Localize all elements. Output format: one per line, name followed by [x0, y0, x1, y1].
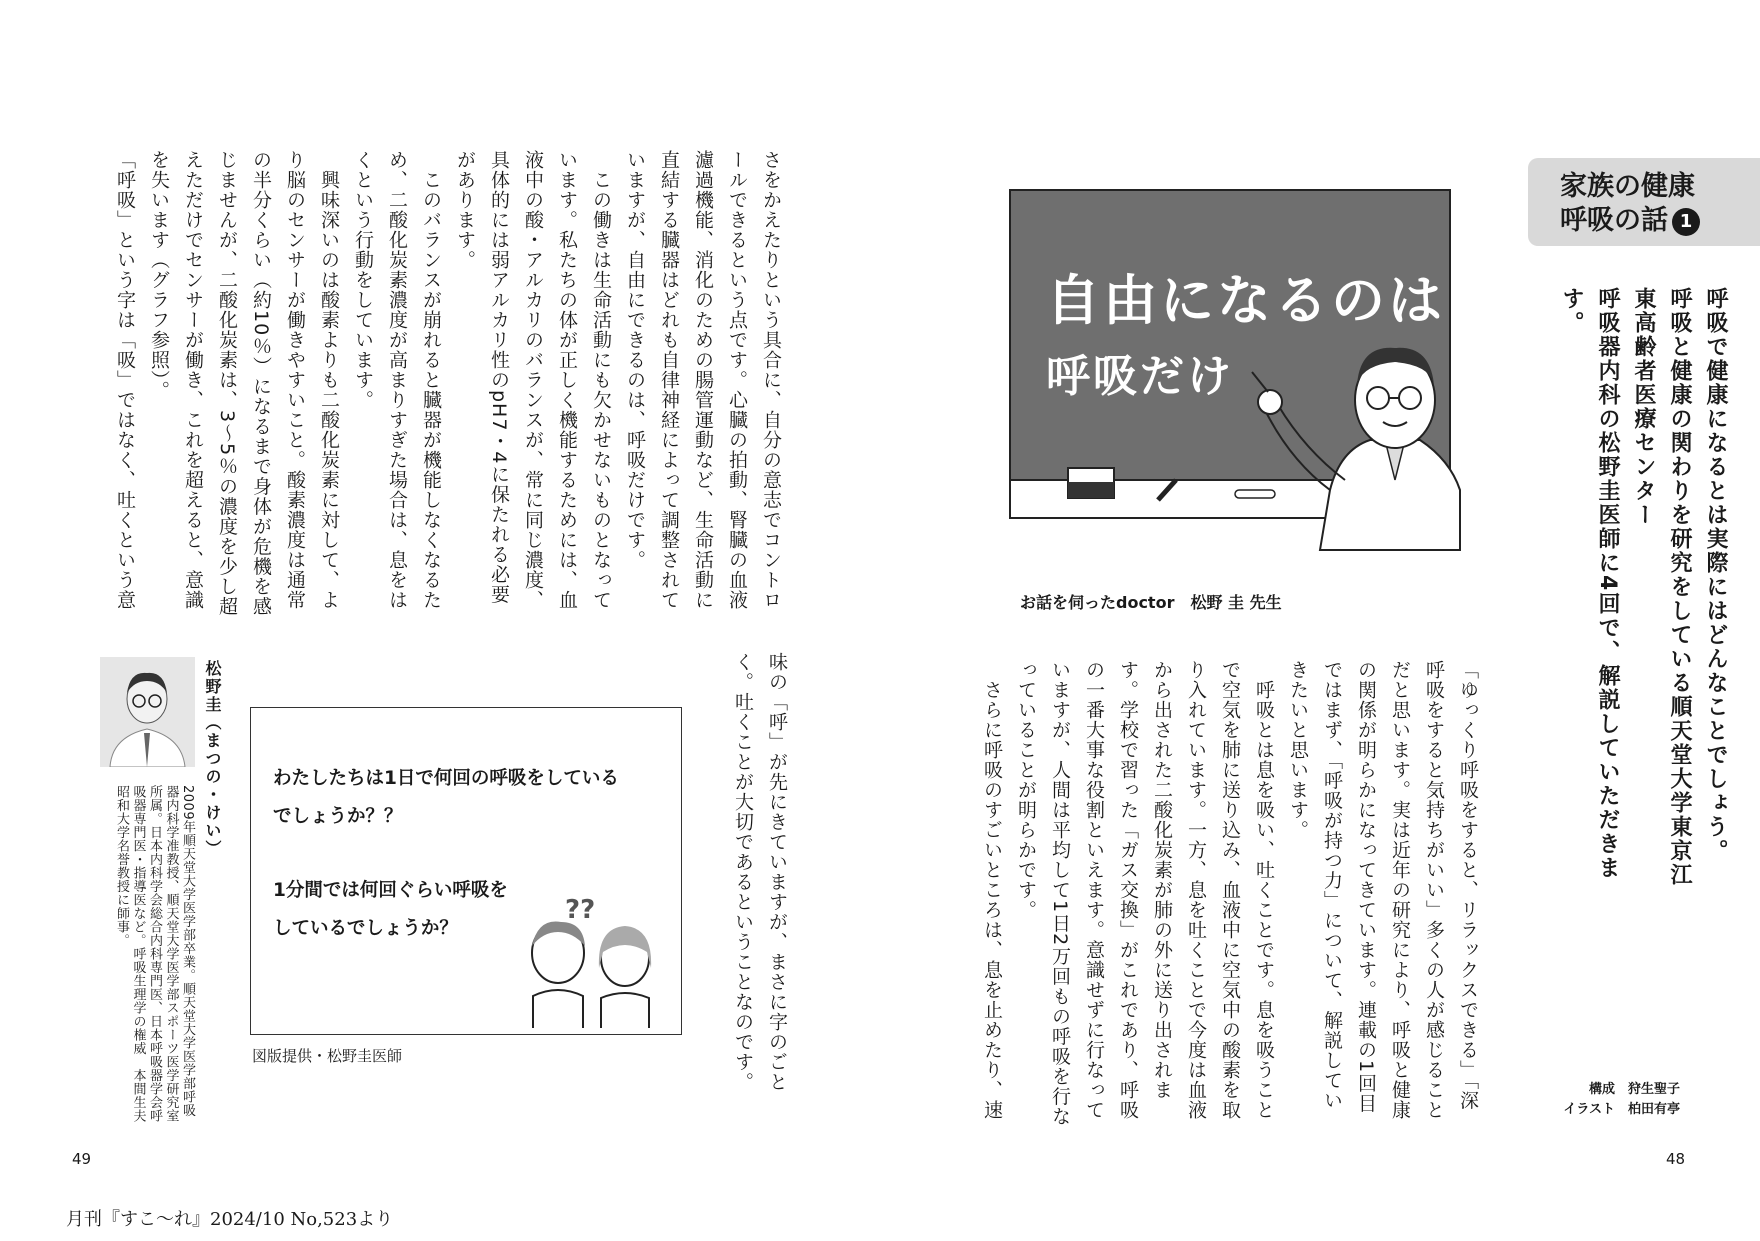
source-line: 月刊『すこ〜れ』2024/10 No,523より: [66, 1209, 394, 1230]
series-title-line2: 呼吸の話: [1560, 205, 1668, 236]
credit-composition: 構成 狩生聖子: [1588, 1082, 1680, 1097]
question-marks: ??: [565, 895, 596, 925]
thinking-people-illustration: [513, 888, 673, 1028]
quiz-question-2: 1分間では何回ぐらい呼吸を しているでしょうか？: [273, 880, 508, 939]
series-number-badge: 1: [1672, 208, 1700, 236]
credits: [1555, 1080, 1680, 1120]
author-bio: 2009年順天堂大学医学部卒業。順天堂大学医学部呼吸器内科学准教授、順天堂大学医学部スポーツ医学研究室所属。日本内科学会総合内科専門医、日本呼吸器学会呼吸器専門医・指導医など。呼吸生理学の権威 本間生夫昭和大学名誉教授に師事。: [114, 785, 195, 1123]
blackboard-text-line2: 呼吸だけ: [1046, 351, 1234, 402]
blackboard-text-line1: 自由になるのは: [1046, 269, 1445, 332]
illustration-caption: お話を伺ったdoctor 松野 圭 先生: [1020, 593, 1282, 612]
series-title-box: [1528, 158, 1760, 246]
page-number-right: 48: [1666, 1150, 1686, 1168]
pointing-hand: [1258, 390, 1282, 414]
credit-illustration: イラスト 柏田有亭: [1563, 1102, 1680, 1117]
author-photo: [100, 657, 195, 767]
quiz-box: [250, 707, 682, 1035]
page-number-left: 49: [72, 1150, 92, 1168]
author-name: 松野圭（まつの・けい）: [203, 660, 222, 858]
quiz-question-1: わたしたちは1日で何回の呼吸をしている でしょうか？？: [273, 768, 619, 827]
series-title-line1: 家族の健康: [1560, 171, 1695, 202]
lead-text: 呼吸で健康になるとは実際にはどんなことでしょう。 呼吸と健康の関わりを研究をしている順天堂大学東京江東高齢者医療センター 呼吸器内科の松野圭医師に4回で、解説していただきます。: [1559, 287, 1728, 887]
left-body-text-top: さをかえたりという具合に、自分の意志でコントロールできるという点です。心臓の拍動、腎臓の血液濾過機能、消化のための腸管運動など、生命活動に直結する臓器はどれも自律神経によって調整されていますが、自由にできるのは、呼吸だけです。 この働きは生命活動にも欠かせないものとなっています。私たちの体が正しく機能するためには、血液中の酸・アルカリのバランスが、常に同じ濃度、具体的には弱アルカリ性のpH7・4に保たれる必要があります。 このバランスが崩れると臓器が機能しなくなるため、二酸化炭素濃度が高まりすぎた場合は、息をはくという行動をしています。 興味深いのは酸素よりも二酸化炭素に対して、より脳のセンサーが働きやすいこと。酸素濃度は通常の半分くらい（約10％）になるまで身体が危機を感じませんが、二酸化炭素は、3〜5％の濃度を少し超えただけでセンサーが働き、これを超えると、意識を失います（グラフ参照）。 「呼吸」という字は「吸」ではなく、吐くという意: [114, 150, 782, 617]
right-body-text: 「ゆっくり呼吸をすると、リラックスできる」「深呼吸をすると気持ちがいい」多くの人が感じることだと思います。実は近年の研究により、呼吸と健康の関係が明らかになってきています。連載の1回目ではまず、「呼吸が持つ力」について、解説していきたいと思います。 呼吸とは息を吸い、吐くことです。息を吸うことで空気を肺に送り込み、血液中に空気中の酸素を取り入れています。一方、息を吐くことで今度は血液から出された二酸化炭素が肺の外に送り出されます。学校で習った「ガス交換」がこれであり、呼吸の一番大事な役割といえます。意識せずに行なっていますが、人間は平均して1日2万回もの呼吸を行なっていることが明らかです。 さらに呼吸のすごいところは、息を止めたり、速: [981, 660, 1479, 1127]
figure-credit: 図版提供・松野圭医師: [252, 1047, 403, 1065]
left-body-text-continued: 味の「呼」が先にきていますが、まさに字のごとく。吐くことが大切であるということなのです。: [732, 652, 788, 1092]
